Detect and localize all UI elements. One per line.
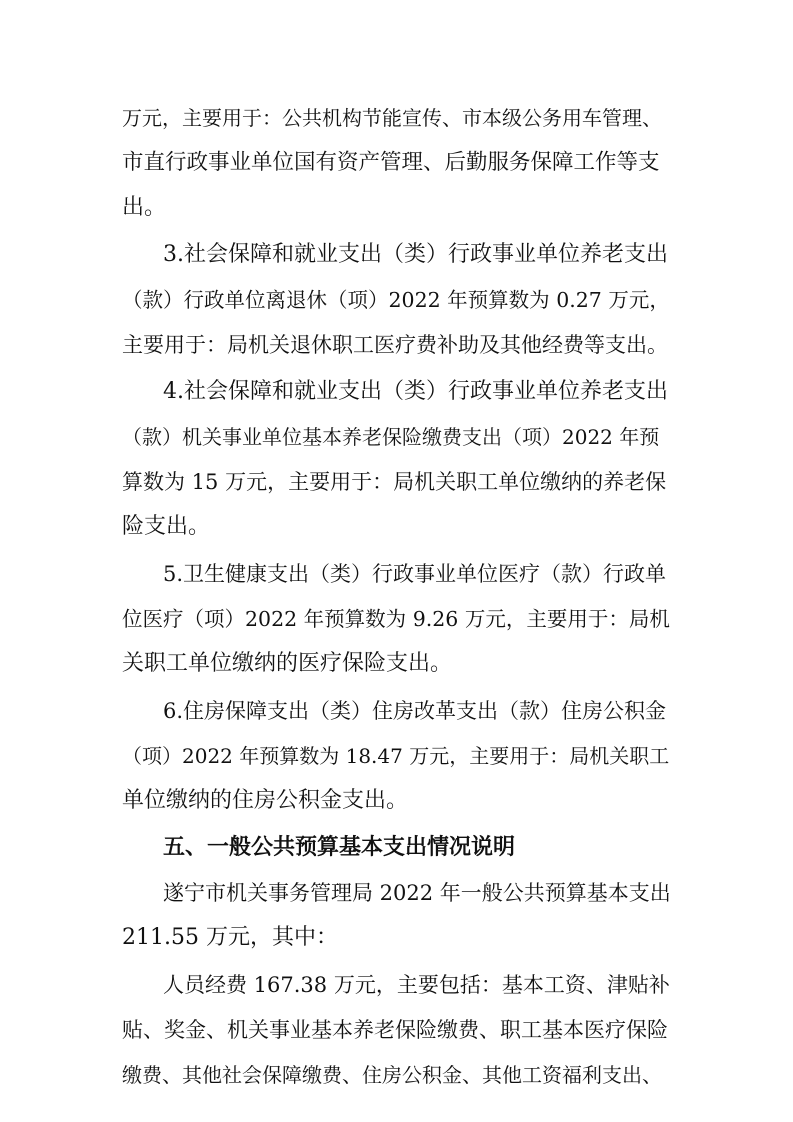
text-line: 单位缴纳的住房公积金支出。 xyxy=(122,788,409,813)
section-heading: 五、一般公共预算基本支出情况说明 xyxy=(163,835,516,860)
text-line: 211.55 万元，其中： xyxy=(122,925,338,950)
text-line: 5.卫生健康支出（类）行政事业单位医疗（款）行政单 xyxy=(163,562,667,586)
text-line: 关职工单位缴纳的医疗保险支出。 xyxy=(122,651,453,676)
text-line: （项）2022 年预算数为 18.47 万元，主要用于：局机关职工 xyxy=(122,744,670,768)
text-line: 遂宁市机关事务管理局 2022 年一般公共预算基本支出 xyxy=(163,881,671,905)
text-line: 缴费、其他社会保障缴费、住房公积金、其他工资福利支出、 xyxy=(122,1063,662,1087)
text-line: 3.社会保障和就业支出（类）行政事业单位养老支出 xyxy=(163,242,668,267)
text-line: 市直行政事业单位国有资产管理、后勤服务保障工作等支 xyxy=(122,150,660,175)
text-line: 万元，主要用于：公共机构节能宣传、市本级公务用车管理、 xyxy=(122,106,662,130)
text-line: 算数为 15 万元，主要用于：局机关职工单位缴纳的养老保 xyxy=(122,470,667,494)
text-line: （款）行政单位离退休（项）2022 年预算数为 0.27 万元， xyxy=(122,288,670,312)
text-line: 位医疗（项）2022 年预算数为 9.26 万元，主要用于：局机 xyxy=(122,607,670,631)
text-line: （款）机关事业单位基本养老保险缴费支出（项）2022 年预 xyxy=(122,425,660,449)
text-line: 4.社会保障和就业支出（类）行政事业单位养老支出 xyxy=(163,379,668,404)
text-line: 主要用于：局机关退休职工医疗费补助及其他经费等支出。 xyxy=(122,333,668,357)
text-line: 出。 xyxy=(122,195,167,220)
text-line: 人员经费 167.38 万元，主要包括：基本工资、津贴补 xyxy=(163,973,670,997)
text-line: 6.住房保障支出（类）住房改革支出（款）住房公积金 xyxy=(163,699,667,723)
text-line: 贴、奖金、机关事业基本养老保险缴费、职工基本医疗保险 xyxy=(122,1018,668,1042)
text-line: 险支出。 xyxy=(122,514,211,539)
